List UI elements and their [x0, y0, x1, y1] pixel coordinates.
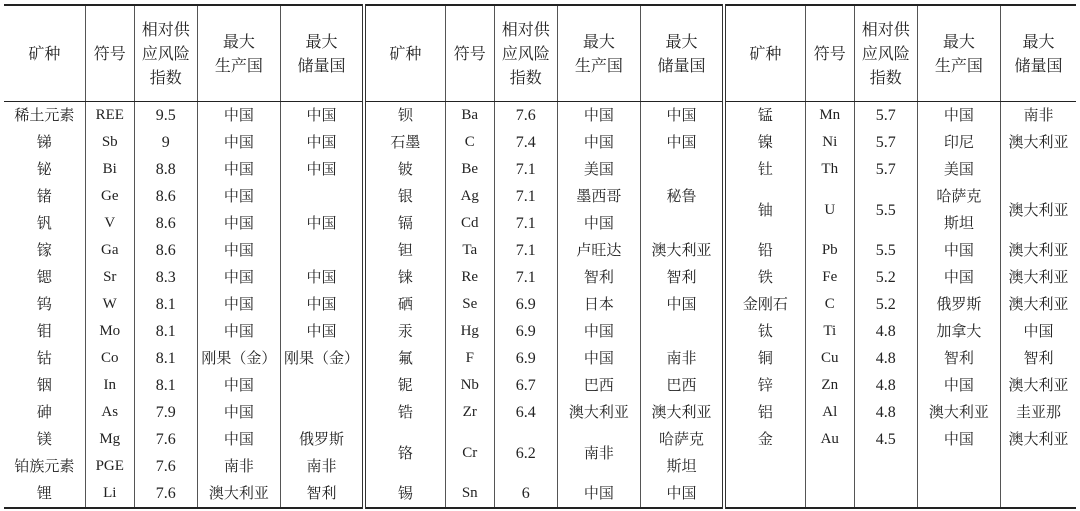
- top-reserves: 圭亚那: [1001, 399, 1076, 426]
- risk-index: 6: [494, 480, 557, 508]
- risk-index: 4.5: [854, 426, 917, 453]
- risk-index: 4.8: [854, 318, 917, 345]
- element-symbol: Co: [85, 345, 134, 372]
- risk-index: 4.8: [854, 372, 917, 399]
- header-top-reserves: [281, 5, 364, 102]
- element-symbol: Ti: [805, 318, 854, 345]
- risk-index: 5.2: [854, 291, 917, 318]
- header-symbol: 符号: [85, 5, 134, 102]
- top-producer: 中国: [197, 129, 280, 156]
- top-producer: 澳大利亚: [917, 399, 1000, 426]
- top-producer: 中国: [197, 183, 280, 210]
- mineral-name: 铼: [364, 264, 445, 291]
- mineral-name: 锂: [4, 480, 85, 508]
- top-reserves: [281, 183, 364, 210]
- table-row: [4, 345, 1076, 372]
- header-top-reserves: [1001, 5, 1076, 102]
- top-producer: 中国: [557, 129, 640, 156]
- mineral-name: 锡: [364, 480, 445, 508]
- top-reserves: 刚果（金）: [281, 345, 364, 372]
- header-risk-index-line: 指数: [869, 67, 902, 87]
- top-producer: 中国: [917, 264, 1000, 291]
- risk-index: 7.4: [494, 129, 557, 156]
- risk-index: 6.4: [494, 399, 557, 426]
- top-reserves: 中国: [641, 102, 724, 130]
- top-reserves: 中国: [281, 210, 364, 237]
- risk-index: 7.6: [134, 480, 197, 508]
- top-reserves: 澳大利亚: [1001, 264, 1076, 291]
- mineral-name: 铌: [364, 372, 445, 399]
- risk-index: 5.5: [854, 237, 917, 264]
- element-symbol: Li: [85, 480, 134, 508]
- top-reserves: 澳大利亚: [1001, 426, 1076, 453]
- mineral-name: 钼: [36, 322, 52, 340]
- top-producer: 中国: [557, 318, 640, 345]
- top-producer: 印尼: [917, 129, 1000, 156]
- top-producer: 中国: [197, 102, 280, 130]
- top-producer: 俄罗斯: [917, 291, 1000, 318]
- element-symbol: Mg: [85, 426, 134, 453]
- top-reserves: 俄罗斯: [281, 426, 364, 453]
- table-body: [4, 102, 1076, 509]
- top-producer: 中国: [197, 291, 280, 318]
- table-row: [4, 318, 1076, 345]
- top-reserves: 中国: [281, 291, 364, 318]
- risk-index: 8.8: [134, 156, 197, 183]
- header-mineral: 矿种: [724, 5, 805, 102]
- empty-cell: [724, 453, 805, 480]
- header-top-reserves-line: 最大: [1022, 31, 1055, 51]
- header-risk-index-line: 指数: [149, 67, 182, 87]
- top-producer: 中国: [917, 102, 1000, 130]
- table-row: [4, 480, 1076, 508]
- risk-index: 6.9: [494, 318, 557, 345]
- top-reserves: 澳大利亚: [1001, 237, 1076, 264]
- element-symbol: Se: [445, 291, 494, 318]
- mineral-name: 镉: [364, 210, 445, 237]
- risk-index: 6.9: [494, 345, 557, 372]
- mineral-name: 铬: [364, 426, 445, 480]
- header-mineral: 矿种: [364, 5, 445, 102]
- element-symbol: Ag: [445, 183, 494, 210]
- mineral-name: 铂族元素: [14, 457, 75, 475]
- element-symbol: Sb: [85, 129, 134, 156]
- element-symbol: Re: [445, 264, 494, 291]
- empty-cell: [917, 453, 1000, 480]
- top-reserves: [641, 426, 724, 480]
- header-risk-index: [854, 5, 917, 102]
- top-producer: 智利: [917, 345, 1000, 372]
- top-reserves: 澳大利亚: [1001, 129, 1076, 156]
- header-risk-index: [134, 5, 197, 102]
- risk-index: 7.1: [494, 210, 557, 237]
- empty-cell: [917, 480, 1000, 508]
- risk-index: 8.1: [134, 372, 197, 399]
- mineral-name: 锑: [36, 133, 52, 151]
- top-reserves: 智利: [641, 264, 724, 291]
- header-row: [4, 5, 1076, 102]
- top-producer: 中国: [197, 399, 280, 426]
- element-symbol: Ni: [805, 129, 854, 156]
- header-top-producer-line: 最大: [942, 31, 975, 51]
- table-row: [4, 264, 1076, 291]
- mineral-name: 铀: [724, 183, 805, 237]
- top-reserves-line: 哈萨克: [659, 430, 705, 448]
- top-producer: 智利: [557, 264, 640, 291]
- top-producer: 澳大利亚: [557, 399, 640, 426]
- table-row: [4, 129, 1076, 156]
- top-producer: 中国: [197, 426, 280, 453]
- risk-index: 7.6: [134, 453, 197, 480]
- risk-index: 7.1: [494, 237, 557, 264]
- element-symbol: Ga: [85, 237, 134, 264]
- table-row: [4, 156, 1076, 183]
- risk-index: 8.1: [134, 291, 197, 318]
- mineral-name: 铜: [724, 345, 805, 372]
- top-reserves: 澳大利亚: [1001, 372, 1076, 399]
- mineral-name: 锌: [724, 372, 805, 399]
- top-reserves: 澳大利亚: [641, 237, 724, 264]
- top-producer: 美国: [917, 156, 1000, 183]
- top-producer: 中国: [197, 372, 280, 399]
- top-reserves: 澳大利亚: [1001, 291, 1076, 318]
- top-producer: 刚果（金）: [197, 345, 280, 372]
- element-symbol: Ge: [85, 183, 134, 210]
- mineral-name: 铋: [36, 160, 52, 178]
- top-producer: 墨西哥: [557, 183, 640, 210]
- header-top-reserves-line: 储量国: [1014, 55, 1063, 75]
- top-reserves: 智利: [1001, 345, 1076, 372]
- element-symbol: C: [445, 129, 494, 156]
- table-row: [4, 102, 1076, 130]
- element-symbol: Fe: [805, 264, 854, 291]
- element-symbol: Nb: [445, 372, 494, 399]
- element-symbol: Al: [805, 399, 854, 426]
- mineral-risk-table: [4, 4, 1076, 509]
- mineral-name: 锶: [36, 268, 52, 286]
- top-reserves: 中国: [641, 480, 724, 508]
- header-risk-index-line: 相对供: [141, 19, 190, 39]
- mineral-name: 汞: [364, 318, 445, 345]
- element-symbol: REE: [85, 102, 134, 130]
- top-reserves: [641, 156, 724, 183]
- mineral-name: 锆: [364, 399, 445, 426]
- mineral-name: 镁: [36, 430, 52, 448]
- header-risk-index: [494, 5, 557, 102]
- top-reserves: [641, 318, 724, 345]
- empty-cell: [1001, 453, 1076, 480]
- element-symbol: PGE: [85, 453, 134, 480]
- top-producer: 中国: [197, 318, 280, 345]
- table-row: [4, 372, 1076, 399]
- header-top-reserves-line: 最大: [305, 31, 338, 51]
- risk-index: 5.5: [854, 183, 917, 237]
- top-producer: 中国: [197, 156, 280, 183]
- element-symbol: Th: [805, 156, 854, 183]
- risk-index: 5.7: [854, 102, 917, 130]
- top-reserves-line: 斯坦: [666, 457, 697, 475]
- element-symbol: Mo: [85, 318, 134, 345]
- mineral-name: 铍: [364, 156, 445, 183]
- mineral-name: 钍: [724, 156, 805, 183]
- top-reserves: 南非: [641, 345, 724, 372]
- mineral-name: 钽: [364, 237, 445, 264]
- mineral-name: 锰: [724, 102, 805, 130]
- header-risk-index-line: 指数: [509, 67, 542, 87]
- mineral-name: 氟: [364, 345, 445, 372]
- top-reserves: 中国: [281, 156, 364, 183]
- risk-index: 5.7: [854, 156, 917, 183]
- header-risk-index-line: 相对供: [861, 19, 910, 39]
- element-symbol: Pb: [805, 237, 854, 264]
- top-producer: 中国: [197, 210, 280, 237]
- element-symbol: Mn: [805, 102, 854, 130]
- top-reserves: 秘鲁: [641, 183, 724, 210]
- mineral-name: 锗: [36, 187, 52, 205]
- mineral-name: 金刚石: [724, 291, 805, 318]
- risk-index: 4.8: [854, 399, 917, 426]
- element-symbol: Hg: [445, 318, 494, 345]
- top-producer: [917, 183, 1000, 237]
- header-top-reserves: [641, 5, 724, 102]
- mineral-name: 钒: [36, 214, 52, 232]
- top-producer-line: 哈萨克: [936, 187, 982, 205]
- header-risk-index-line: 应风险: [861, 43, 910, 63]
- element-symbol: Ta: [445, 237, 494, 264]
- top-reserves: [281, 399, 364, 426]
- mineral-name: 钡: [364, 102, 445, 130]
- risk-index: 9.5: [134, 102, 197, 130]
- empty-cell: [1001, 480, 1076, 508]
- top-reserves: 中国: [641, 291, 724, 318]
- top-producer: 中国: [557, 480, 640, 508]
- empty-cell: [805, 480, 854, 508]
- element-symbol: Cd: [445, 210, 494, 237]
- header-top-producer-line: 最大: [222, 31, 255, 51]
- mineral-name: 铝: [724, 399, 805, 426]
- mineral-name: 钛: [724, 318, 805, 345]
- element-symbol: Zr: [445, 399, 494, 426]
- risk-index: 8.3: [134, 264, 197, 291]
- element-symbol: Cr: [445, 426, 494, 480]
- header-top-producer-line: 最大: [582, 31, 615, 51]
- empty-cell: [805, 453, 854, 480]
- top-producer: 巴西: [557, 372, 640, 399]
- top-producer: 南非: [557, 426, 640, 480]
- header-mineral: 矿种: [4, 5, 85, 102]
- mineral-name: 钨: [36, 295, 52, 313]
- top-producer: 卢旺达: [557, 237, 640, 264]
- header-symbol: 符号: [445, 5, 494, 102]
- element-symbol: Cu: [805, 345, 854, 372]
- risk-index: 7.1: [494, 264, 557, 291]
- top-producer: 中国: [917, 426, 1000, 453]
- top-producer: 中国: [197, 237, 280, 264]
- table-row: [4, 291, 1076, 318]
- top-reserves: 南非: [1001, 102, 1076, 130]
- element-symbol: In: [85, 372, 134, 399]
- element-symbol: V: [85, 210, 134, 237]
- risk-index: 7.6: [134, 426, 197, 453]
- risk-index: 5.7: [854, 129, 917, 156]
- top-reserves: 中国: [281, 264, 364, 291]
- top-producer: 澳大利亚: [197, 480, 280, 508]
- risk-index: 8.6: [134, 237, 197, 264]
- mineral-name: 铟: [36, 376, 52, 394]
- risk-index: 7.6: [494, 102, 557, 130]
- header-top-producer-line: 生产国: [214, 55, 263, 75]
- mineral-risk-table-container: [4, 4, 1076, 509]
- top-reserves: 中国: [281, 318, 364, 345]
- element-symbol: F: [445, 345, 494, 372]
- mineral-name: 砷: [36, 403, 52, 421]
- risk-index: 6.2: [494, 426, 557, 480]
- element-symbol: Au: [805, 426, 854, 453]
- table-row: [4, 183, 1076, 210]
- risk-index: 7.9: [134, 399, 197, 426]
- risk-index: 8.6: [134, 183, 197, 210]
- top-reserves: 中国: [641, 129, 724, 156]
- top-reserves: 南非: [281, 453, 364, 480]
- top-reserves: 澳大利亚: [641, 399, 724, 426]
- table-row: [4, 237, 1076, 264]
- header-top-producer: [917, 5, 1000, 102]
- top-producer: 日本: [557, 291, 640, 318]
- top-producer: 南非: [197, 453, 280, 480]
- header-risk-index-line: 相对供: [501, 19, 550, 39]
- header-risk-index-line: 应风险: [141, 43, 190, 63]
- empty-cell: [854, 480, 917, 508]
- table-row: [4, 399, 1076, 426]
- top-reserves: [281, 237, 364, 264]
- top-producer: 中国: [557, 210, 640, 237]
- mineral-name: 金: [724, 426, 805, 453]
- empty-cell: [854, 453, 917, 480]
- mineral-name: 稀土元素: [14, 106, 75, 124]
- risk-index: 4.8: [854, 345, 917, 372]
- top-reserves: 中国: [281, 102, 364, 130]
- table-row: [4, 426, 1076, 453]
- element-symbol: W: [85, 291, 134, 318]
- header-symbol: 符号: [805, 5, 854, 102]
- top-reserves: 中国: [1001, 318, 1076, 345]
- element-symbol: C: [805, 291, 854, 318]
- header-top-producer: [557, 5, 640, 102]
- top-reserves: 巴西: [641, 372, 724, 399]
- mineral-name: 镍: [724, 129, 805, 156]
- mineral-name: 铅: [724, 237, 805, 264]
- mineral-name: 硒: [364, 291, 445, 318]
- element-symbol: Sn: [445, 480, 494, 508]
- element-symbol: U: [805, 183, 854, 237]
- element-symbol: Bi: [85, 156, 134, 183]
- header-risk-index-line: 应风险: [501, 43, 550, 63]
- empty-cell: [724, 480, 805, 508]
- element-symbol: Ba: [445, 102, 494, 130]
- risk-index: 5.2: [854, 264, 917, 291]
- mineral-name: 银: [364, 183, 445, 210]
- header-top-reserves-line: 最大: [665, 31, 698, 51]
- risk-index: 6.9: [494, 291, 557, 318]
- risk-index: 8.6: [134, 210, 197, 237]
- element-symbol: Sr: [85, 264, 134, 291]
- top-reserves: 智利: [281, 480, 364, 508]
- mineral-name: 铁: [724, 264, 805, 291]
- top-producer: 加拿大: [917, 318, 1000, 345]
- top-producer-line: 斯坦: [943, 214, 974, 232]
- mineral-name: 镓: [36, 241, 52, 259]
- element-symbol: Be: [445, 156, 494, 183]
- top-producer: 中国: [197, 264, 280, 291]
- risk-index: 6.7: [494, 372, 557, 399]
- header-top-producer-line: 生产国: [574, 55, 623, 75]
- header-top-reserves-line: 储量国: [297, 55, 346, 75]
- risk-index: 8.1: [134, 345, 197, 372]
- top-reserves: [281, 372, 364, 399]
- header-top-reserves-line: 储量国: [657, 55, 706, 75]
- top-producer: 中国: [917, 237, 1000, 264]
- element-symbol: Zn: [805, 372, 854, 399]
- top-reserves: [641, 210, 724, 237]
- mineral-name: 石墨: [364, 129, 445, 156]
- top-producer: 中国: [917, 372, 1000, 399]
- risk-index: 7.1: [494, 156, 557, 183]
- top-producer: 美国: [557, 156, 640, 183]
- top-reserves: [1001, 156, 1076, 183]
- header-top-producer: [197, 5, 280, 102]
- risk-index: 9: [134, 129, 197, 156]
- top-reserves: 中国: [281, 129, 364, 156]
- top-producer: 中国: [557, 345, 640, 372]
- element-symbol: As: [85, 399, 134, 426]
- top-producer: 中国: [557, 102, 640, 130]
- risk-index: 7.1: [494, 183, 557, 210]
- risk-index: 8.1: [134, 318, 197, 345]
- header-top-producer-line: 生产国: [934, 55, 983, 75]
- top-reserves: 澳大利亚: [1001, 183, 1076, 237]
- mineral-name: 钴: [36, 349, 52, 367]
